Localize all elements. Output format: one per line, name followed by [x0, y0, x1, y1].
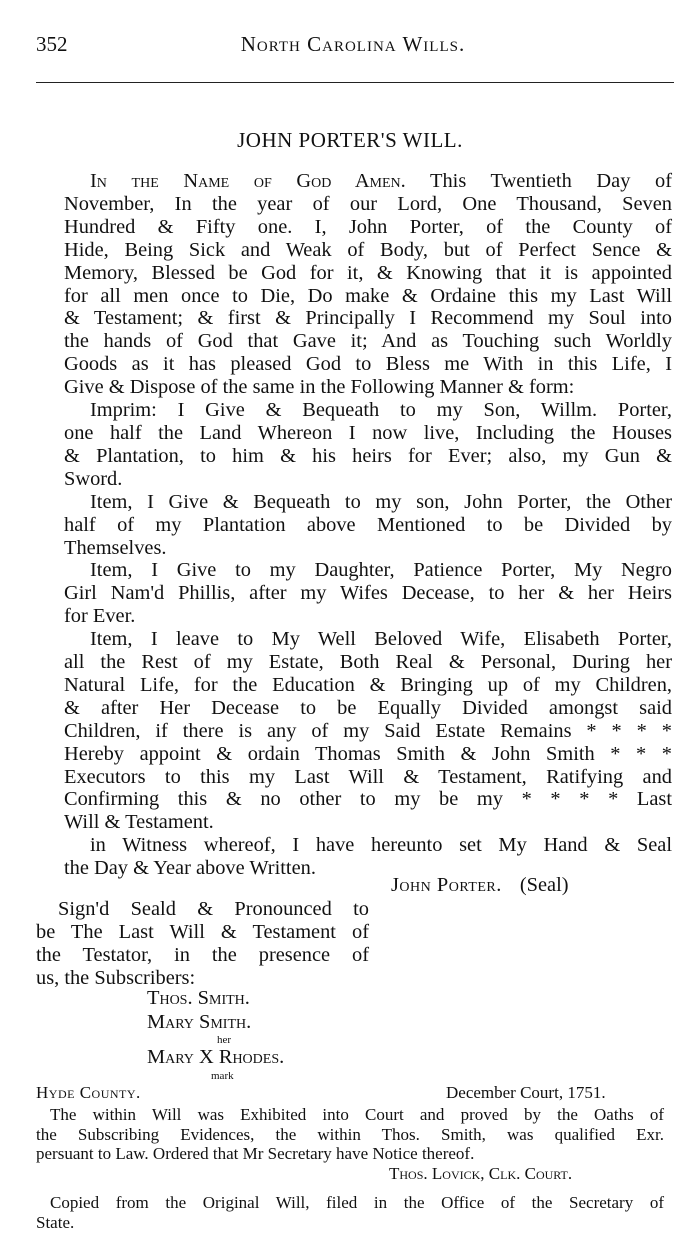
running-head: North Carolina Wills.: [240, 32, 466, 56]
witness-name: Mary X Rhodes.: [147, 1046, 285, 1068]
body-line: the Day & Year above Written.: [64, 857, 316, 880]
testator-name: John Porter.: [391, 874, 502, 896]
county-heading: Hyde County.: [36, 1083, 141, 1102]
probate-line: The within Will was Exhibited into Court and proved by the Oaths of: [50, 1105, 664, 1124]
body-line: Memory, Blessed be God for it, & Knowing that it is appointed: [64, 261, 672, 284]
body-line: & Testament; & first & Principally I Recommend my Soul into: [64, 307, 672, 330]
body-line: Item, I leave to My Well Beloved Wife, Elisabeth Porter,: [90, 628, 672, 651]
body-line: Confirming this & no other to my be my * * * * Last: [64, 788, 672, 811]
source-note-line: State.: [36, 1212, 75, 1232]
invocation: In the Name of God Amen.: [90, 170, 406, 192]
witness-name: Mary Smith.: [147, 1011, 252, 1033]
attestation-line: the Testator, in the presence of: [36, 943, 369, 966]
body-line: for all men once to Die, Do make & Ordaine this my Last Will: [64, 284, 672, 307]
body-line: November, In the year of our Lord, One Thousand, Seven: [64, 192, 672, 215]
attestation-line: us, the Subscribers:: [36, 966, 196, 989]
body-line: Hide, Being Sick and Weak of Body, but of Perfect Sence &: [64, 238, 672, 261]
seal-mark: (Seal): [519, 874, 569, 896]
body-line: Executors to this my Last Will & Testament, Ratifying and: [64, 765, 672, 788]
body-line: Natural Life, for the Education & Bringing up of my Children,: [64, 673, 672, 696]
mark-annotation-mark: mark: [211, 1070, 234, 1082]
witness-name: Thos. Smith.: [147, 987, 250, 1009]
clerk-signature: Thos. Lovick, Clk. Court.: [389, 1164, 573, 1183]
body-line: all the Rest of my Estate, Both Real & Personal, During her: [64, 651, 672, 674]
page-number: 352: [36, 32, 68, 56]
body-line: Give & Dispose of the same in the Following Manner & form:: [64, 376, 575, 399]
body-line: in Witness whereof, I have hereunto set My Hand & Seal: [90, 834, 672, 857]
probate-record: [36, 1105, 664, 1164]
attestation-line: be The Last Will & Testament of: [36, 920, 369, 943]
body-line: half of my Plantation above Mentioned to be Divided by: [64, 513, 672, 536]
body-line: Children, if there is any of my Said Estate Remains * * * *: [64, 719, 672, 742]
body-line: the hands of God that Gave it; And as Touching such Worldly: [64, 330, 672, 353]
will-body: [64, 170, 672, 880]
body-line: In the Name of God Amen. This Twentieth Day of: [90, 170, 673, 192]
body-line: Girl Nam'd Phillis, after my Wifes Decease, to her & her Heirs: [64, 582, 672, 605]
probate-line: persuant to Law. Ordered that Mr Secretary have Notice thereof.: [36, 1144, 475, 1163]
probate-line: the Subscribing Evidences, the within Thos. Smith, was qualified Exr.: [36, 1124, 664, 1144]
will-title: JOHN PORTER'S WILL.: [237, 128, 463, 152]
attestation-line: Sign'd Seald & Pronounced to: [58, 898, 369, 920]
body-line: Hereby appoint & ordain Thomas Smith & John Smith * * *: [64, 742, 672, 765]
body-line: Imprim: I Give & Bequeath to my Son, Willm. Porter,: [90, 399, 672, 422]
body-line: Hundred & Fifty one. I, John Porter, of the County of: [64, 215, 672, 238]
body-line: for Ever.: [64, 605, 136, 628]
court-session: December Court, 1751.: [446, 1083, 606, 1102]
page-header: [36, 32, 670, 62]
body-line: one half the Land Whereon I now live, Including the Houses: [64, 421, 672, 444]
body-line: Themselves.: [64, 536, 167, 559]
body-line: Item, I Give & Bequeath to my son, John Porter, the Other: [90, 490, 672, 513]
body-line: Goods as it has pleased God to Bless me With in this Life, I: [64, 353, 672, 376]
body-line: Will & Testament.: [64, 811, 214, 834]
body-line: Item, I Give to my Daughter, Patience Porter, My Negro: [90, 559, 672, 582]
source-note-line: Copied from the Original Will, filed in the Office of the Secretary of: [50, 1193, 664, 1212]
body-line: & Plantation, to him & his heirs for Ever; also, my Gun &: [64, 444, 672, 467]
body-line: & after Her Decease to be Equally Divided amongst said: [64, 696, 672, 719]
attestation-clause: [36, 898, 369, 990]
body-line: Sword.: [64, 467, 123, 490]
source-note: [36, 1193, 664, 1232]
testator-signature: [391, 874, 569, 897]
header-rule: [36, 82, 674, 83]
mark-annotation-her: her: [217, 1034, 232, 1046]
